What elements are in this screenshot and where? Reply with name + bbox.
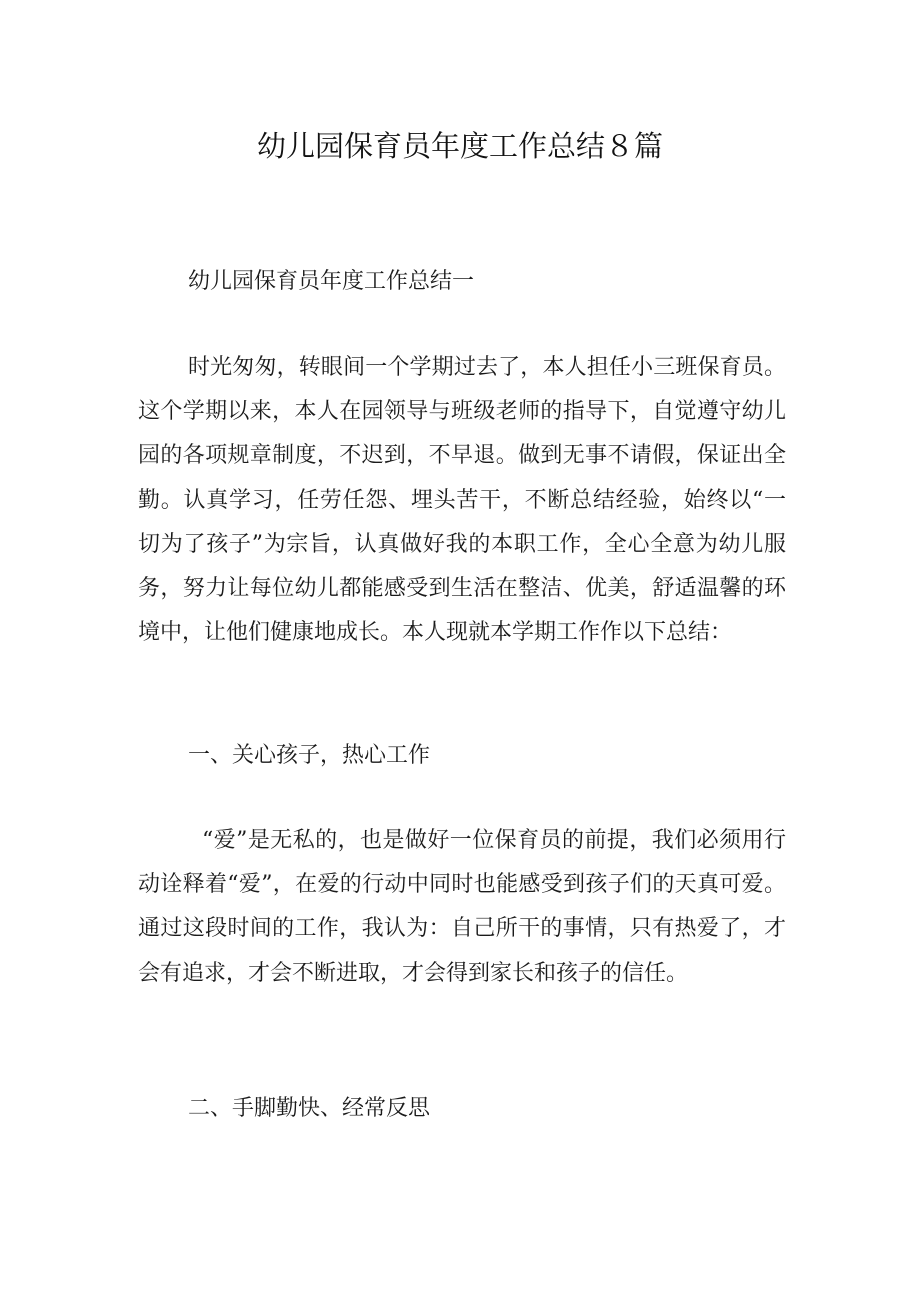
- paragraph-intro: 时光匆匆，转眼间一个学期过去了，本人担任小三班保育员。这个学期以来，本人在园领导与班级老师的指导下，自觉遵守幼儿园的各项规章制度，不迟到，不早退。做到无事不请假，保证出全勤。认真学习，任劳任怨、埋头苦干，不断总结经验，始终以“一切为了孩子”为宗旨，认真做好我的本职工作，全心全意为幼儿服务，努力让每位幼儿都能感受到生活在整洁、优美，舒适温馨的环境中，让他们健康地成长。本人现就本学期工作作以下总结：: [138, 355, 786, 646]
- section-title: 幼儿园保育员年度工作总结一: [188, 269, 475, 294]
- section-heading-2: 二、手脚勤快、经常反思: [188, 1096, 431, 1121]
- paragraph-love: “爱”是无私的，也是做好一位保育员的前提，我们必须用行动诠释着“爱”，在爱的行动中同时也能感受到孩子们的天真可爱。通过这段时间的工作，我认为：自己所干的事情，只有热爱了，才会有追求，才会不断进取，才会得到家长和孩子的信任。: [138, 828, 786, 986]
- document-title: 幼儿园保育员年度工作总结８篇: [256, 129, 663, 163]
- section-heading-1: 一、关心孩子，热心工作: [188, 743, 431, 768]
